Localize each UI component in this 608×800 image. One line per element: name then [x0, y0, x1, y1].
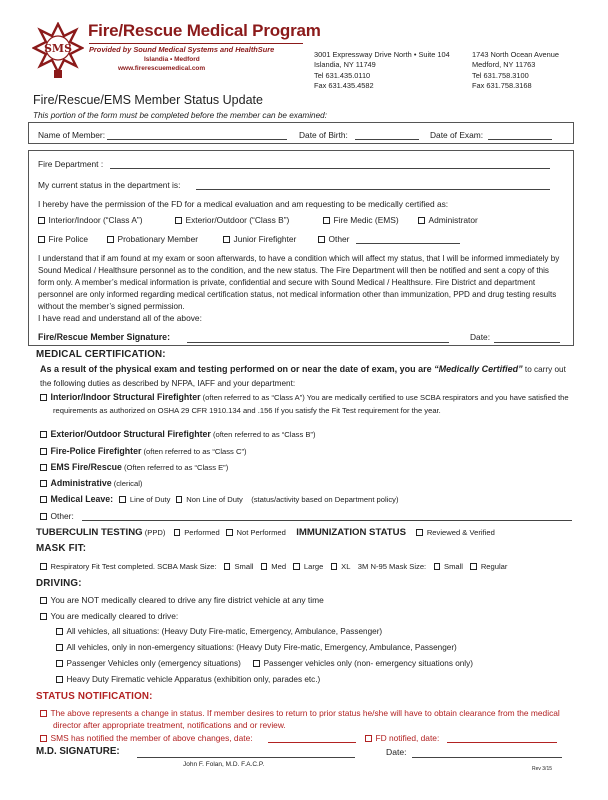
tb-performed[interactable]: Performed	[174, 528, 220, 537]
revision-label: Rev 3/15	[532, 766, 553, 772]
fit-test-completed[interactable]: Respiratory Fit Test completed. SCBA Mask Size:	[40, 562, 217, 571]
checkbox-icon	[293, 563, 300, 570]
checkbox-icon	[40, 394, 47, 401]
cert-other[interactable]: Other:	[40, 511, 74, 521]
org-website: www.firerescuemedical.com	[118, 65, 206, 72]
driving-cleared[interactable]: You are medically cleared to drive:	[40, 611, 178, 621]
driving-passenger-non-emergency[interactable]: Passenger vehicles only (non- emergency situations only)	[253, 659, 473, 668]
other-field[interactable]	[356, 243, 460, 244]
checkbox-icon	[323, 217, 330, 224]
medical-cert-heading: MEDICAL CERTIFICATION:	[36, 349, 166, 360]
scba-large[interactable]: Large	[293, 562, 323, 571]
n95-label: 3M N-95 Mask Size:	[357, 562, 427, 571]
cert-option-junior[interactable]: Junior Firefighter	[223, 234, 296, 244]
sig-date-label: Date:	[470, 332, 491, 342]
checkbox-icon	[56, 660, 63, 667]
fd-notified[interactable]: FD notified, date:	[365, 733, 439, 743]
checkbox-icon	[470, 563, 477, 570]
logo-text: SMS	[43, 42, 73, 55]
checkbox-icon	[261, 563, 268, 570]
status-field[interactable]	[196, 189, 550, 190]
exam-date-label: Date of Exam:	[430, 130, 484, 140]
checkbox-icon	[253, 660, 260, 667]
cert-administrative[interactable]: Administrative (clerical)	[40, 478, 142, 488]
md-date-label: Date:	[386, 747, 407, 757]
scba-small[interactable]: Small	[224, 562, 254, 571]
member-signature-field[interactable]	[187, 342, 449, 343]
checkbox-icon	[40, 496, 47, 503]
org-towns: Islandia • Medford	[144, 56, 200, 63]
sms-notified[interactable]: SMS has notified the member of above changes, date:	[40, 733, 253, 743]
member-signature-label: Fire/Rescue Member Signature:	[38, 332, 170, 342]
fd-notified-date-field[interactable]	[447, 742, 557, 743]
sig-date-field[interactable]	[494, 342, 560, 343]
address-medford: 1743 North Ocean Avenue Medford, NY 11763 Tel 631.758.3100 Fax 631.758.3168	[472, 50, 559, 90]
form-note: This portion of the form must be completed before the member can be examined:	[33, 111, 327, 120]
cert-fire-police[interactable]: Fire-Police Firefighter (often referred to as “Class C”)	[40, 446, 247, 456]
exam-date-field[interactable]	[488, 139, 552, 140]
checkbox-icon	[40, 513, 47, 520]
driving-apparatus[interactable]: Heavy Duty Firematic vehicle Apparatus (exhibition only, parades etc.)	[56, 675, 320, 684]
scba-xl[interactable]: XL	[331, 562, 351, 571]
checkbox-icon	[38, 217, 45, 224]
read-understand: I have read and understand all of the above:	[38, 313, 202, 323]
md-signature-label: M.D. SIGNATURE:	[36, 746, 120, 757]
checkbox-icon	[40, 563, 47, 570]
tb-row: TUBERCULIN TESTING (PPD) Performed Not Performed IMMUNIZATION STATUS Reviewed & Verified	[36, 527, 495, 538]
immunization-reviewed[interactable]: Reviewed & Verified	[416, 528, 494, 537]
dept-label: Fire Department :	[38, 159, 104, 169]
tb-not-performed[interactable]: Not Performed	[226, 528, 286, 537]
status-change-text[interactable]: The above represents a change in status. If member desires to return to prior status he/she will have to obtain clearance from the medical director after appropriate treatment, notifications and or review.	[40, 707, 570, 731]
checkbox-icon	[331, 563, 338, 570]
checkbox-icon	[40, 613, 47, 620]
checkbox-icon	[119, 496, 126, 503]
checkbox-icon	[56, 644, 63, 651]
n95-regular[interactable]: Regular	[470, 562, 507, 571]
checkbox-icon	[40, 480, 47, 487]
checkbox-icon	[418, 217, 425, 224]
checkbox-icon	[40, 597, 47, 604]
driving-passenger-row	[56, 659, 473, 668]
cert-exterior[interactable]: Exterior/Outdoor Structural Firefighter (often referred to as “Class B”)	[40, 429, 316, 439]
checkbox-icon	[226, 529, 233, 536]
name-field[interactable]	[107, 139, 287, 140]
dept-field[interactable]	[110, 168, 550, 169]
checkbox-icon	[365, 735, 372, 742]
status-label: My current status in the department is:	[38, 180, 181, 190]
cert-option-interior[interactable]: Interior/Indoor (“Class A”)	[38, 215, 143, 225]
md-signature-field[interactable]	[137, 757, 355, 758]
driving-non-emergency[interactable]: All vehicles, only in non-emergency situations: (Heavy Duty Fire-matic, Emergency, Ambulance, Passenger)	[56, 643, 457, 652]
cert-medical-leave[interactable]: Medical Leave: Line of Duty Non Line of Duty (status/activity based on Department policy)	[40, 494, 399, 504]
sms-maltese-cross-logo	[32, 22, 84, 80]
org-subtitle: Provided by Sound Medical Systems and HealthSure	[89, 43, 303, 54]
checkbox-icon	[40, 464, 47, 471]
sms-notified-date-field[interactable]	[268, 742, 356, 743]
scba-med[interactable]: Med	[261, 562, 286, 571]
checkbox-icon	[416, 529, 423, 536]
checkbox-icon	[175, 217, 182, 224]
driving-not-cleared[interactable]: You are NOT medically cleared to drive any fire district vehicle at any time	[40, 595, 324, 605]
cert-option-fire-medic[interactable]: Fire Medic (EMS)	[323, 215, 399, 225]
medical-cert-lead: As a result of the physical exam and testing performed on or near the date of exam, you are “Medically Certified” to carry out the following duties as described by NFPA, IAFF and your department:	[40, 364, 566, 388]
cert-option-exterior[interactable]: Exterior/Outdoor (“Class B”)	[175, 215, 289, 225]
checkbox-icon	[176, 496, 183, 503]
checkbox-icon	[318, 236, 325, 243]
cert-option-other[interactable]: Other	[318, 234, 349, 244]
understand-text: I understand that if am found at my exam or soon afterwards, to have a condition which will affect my status, that I will be informed immediately by Sound Medical / Healthsure personnel as to the condition, and the new status. The Fire Department will then be notified and sent a copy of this form only. A member’s medical information is private, confidential and secure with Sound Medical / Healthsure. Fire District and department personnel are only informed regarding medical certification status, not medical information other than immunization, PPD and drug testing results without the member’s signed permission.	[38, 254, 560, 311]
cert-option-fire-police[interactable]: Fire Police	[38, 234, 88, 244]
mask-fit-heading: MASK FIT:	[36, 543, 87, 554]
driving-all-vehicles[interactable]: All vehicles, all situations: (Heavy Duty Fire-matic, Emergency, Ambulance, Passenger)	[56, 627, 382, 636]
checkbox-icon	[56, 628, 63, 635]
md-date-field[interactable]	[412, 757, 562, 758]
checkbox-icon	[107, 236, 114, 243]
dob-field[interactable]	[355, 139, 419, 140]
n95-small[interactable]: Small	[434, 562, 464, 571]
driving-passenger-emergency[interactable]: Passenger Vehicles only (emergency situations)	[56, 659, 241, 668]
md-name: John F. Folan, M.D. F.A.C.P.	[183, 761, 265, 768]
checkbox-icon	[40, 448, 47, 455]
org-title: Fire/Rescue Medical Program	[88, 21, 321, 40]
dob-label: Date of Birth:	[299, 130, 348, 140]
cert-interior[interactable]: Interior/Indoor Structural Firefighter (often referred to as “Class A”) You are medically certified to use SCBA respirators and you have satisfied the requirements as authorized on OSHA 29 CFR 1910.134 and .156 If you satisfy the Fit Test requirement for the year.	[40, 391, 570, 417]
driving-heading: DRIVING:	[36, 578, 82, 589]
checkbox-icon	[224, 563, 231, 570]
checkbox-icon	[40, 735, 47, 742]
checkbox-icon	[38, 236, 45, 243]
checkbox-icon	[40, 710, 47, 717]
checkbox-icon	[434, 563, 441, 570]
name-label: Name of Member:	[38, 130, 106, 140]
address-islandia: 3001 Expressway Drive North • Suite 104 Islandia, NY 11749 Tel 631.435.0110 Fax 631.435.4582	[314, 50, 450, 90]
mask-fit-row	[40, 561, 507, 571]
cert-ems[interactable]: EMS Fire/Rescue (Often referred to as “Class E”)	[40, 462, 228, 472]
cert-option-probationary[interactable]: Probationary Member	[107, 234, 198, 244]
checkbox-icon	[40, 431, 47, 438]
cert-other-field[interactable]	[82, 520, 572, 521]
form-title: Fire/Rescue/EMS Member Status Update	[33, 93, 263, 107]
checkbox-icon	[223, 236, 230, 243]
checkbox-icon	[174, 529, 181, 536]
permission-text: I hereby have the permission of the FD for a medical evaluation and am requesting to be medically certified as:	[38, 199, 449, 209]
status-notification-heading: STATUS NOTIFICATION:	[36, 691, 153, 702]
checkbox-icon	[56, 676, 63, 683]
cert-option-administrator[interactable]: Administrator	[418, 215, 478, 225]
